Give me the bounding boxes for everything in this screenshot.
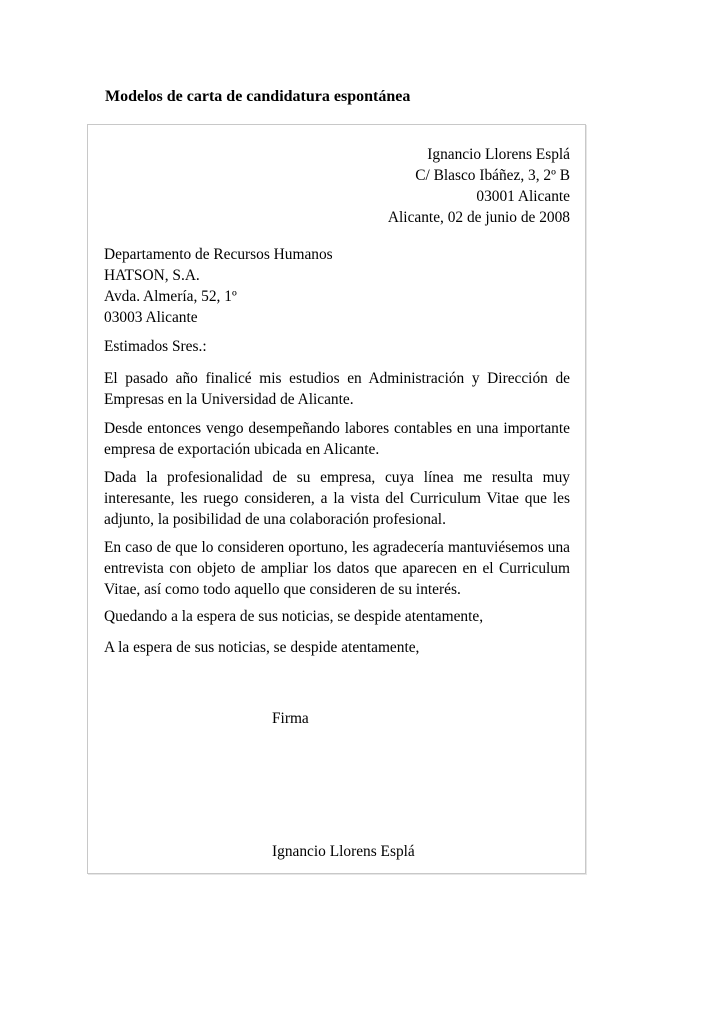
signature-label: Firma xyxy=(272,710,309,727)
recipient-city: 03003 Alicante xyxy=(104,309,198,326)
sender-city: 03001 Alicante xyxy=(476,188,570,205)
paragraph-interview: En caso de que lo consideren oportuno, les agradecería mantuviésemos una entrevista con objeto de ampliar los datos que aparecen en el Curriculum Vitae, así como todo aquello que consideren de su interés. xyxy=(104,539,570,598)
salutation: Estimados Sres.: xyxy=(104,338,207,355)
paragraph-closing-2: A la espera de sus noticias, se despide atentamente, xyxy=(104,639,420,656)
paragraph-request: Dada la profesionalidad de su empresa, cuya línea me resulta muy interesante, les ruego consideren, a la vista del Curriculum Vitae que les adjunto, la posibilidad de una colaboración profesional. xyxy=(104,469,570,528)
recipient-company: HATSON, S.A. xyxy=(104,267,200,284)
sender-name: Ignancio Llorens Esplá xyxy=(427,146,570,163)
paragraph-closing-1: Quedando a la espera de sus noticias, se despide atentamente, xyxy=(104,608,484,625)
paragraph-studies: El pasado año finalicé mis estudios en Administración y Dirección de Empresas en la Universidad de Alicante. xyxy=(104,370,570,408)
signature-name: Ignancio Llorens Esplá xyxy=(272,843,415,860)
letter-date: Alicante, 02 de junio de 2008 xyxy=(387,209,570,226)
page-title: Modelos de carta de candidatura espontánea xyxy=(105,88,411,105)
paragraph-experience: Desde entonces vengo desempeñando labores contables en una importante empresa de exportación ubicada en Alicante. xyxy=(104,420,570,458)
recipient-department: Departamento de Recursos Humanos xyxy=(104,246,333,263)
recipient-address: Avda. Almería, 52, 1º xyxy=(104,288,237,305)
sender-address: C/ Blasco Ibáñez, 3, 2º B xyxy=(415,167,570,184)
